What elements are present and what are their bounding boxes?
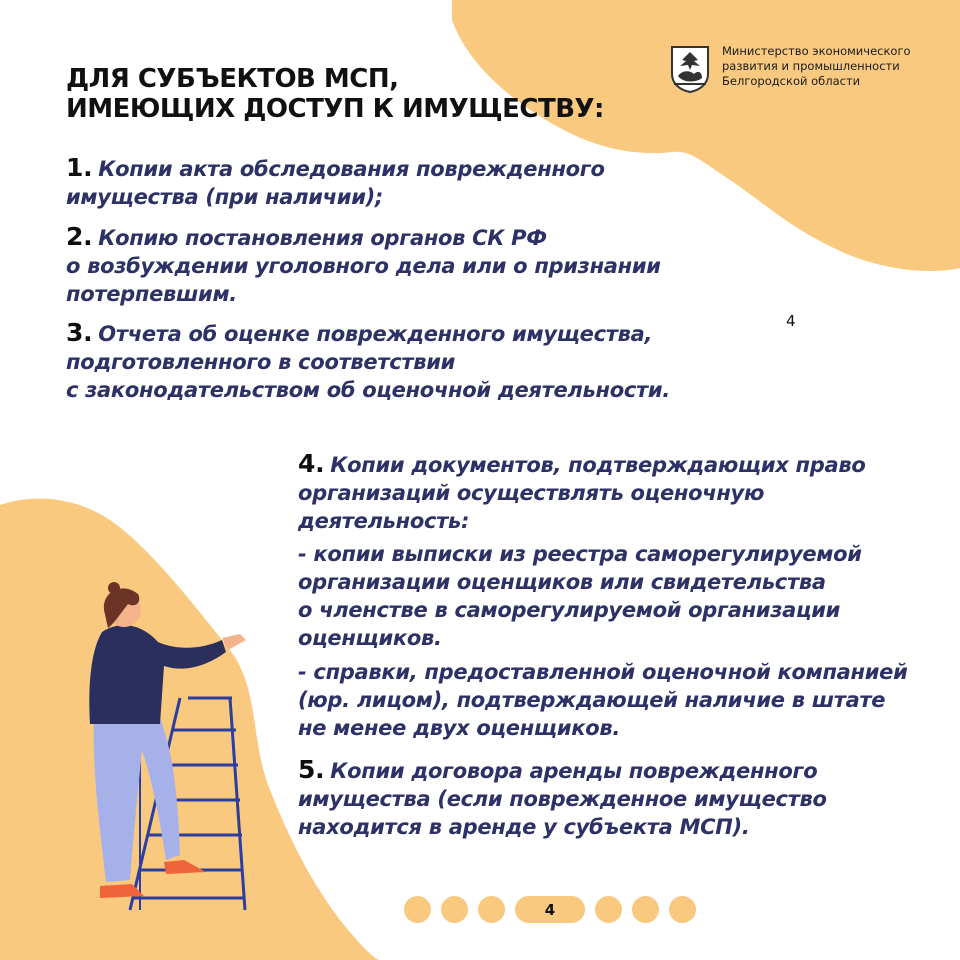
list-item-4 bbox=[298, 450, 865, 535]
item-text-line: Отчета об оценке поврежденного имущества, bbox=[98, 322, 653, 346]
item-number: 5. bbox=[298, 755, 325, 784]
list-item-2 bbox=[66, 223, 661, 308]
list-item-3 bbox=[66, 319, 670, 404]
pagination-dot[interactable] bbox=[595, 896, 622, 923]
item-text-line: деятельность: bbox=[298, 509, 470, 533]
item-text-line: о членстве в саморегулируемой организации bbox=[298, 598, 841, 622]
item-text-line: о возбуждении уголовного дела или о признании bbox=[66, 254, 661, 278]
ministry-name bbox=[722, 44, 932, 89]
woman-on-ladder-illustration bbox=[80, 580, 280, 920]
list-item-5 bbox=[298, 756, 827, 841]
item-text-line: Копию постановления органов СК РФ bbox=[98, 226, 547, 250]
item-text-line: Копии акта обследования поврежденного bbox=[98, 157, 605, 181]
pagination-dot[interactable] bbox=[478, 896, 505, 923]
woman-shoe-right bbox=[164, 860, 206, 874]
pagination-dot[interactable] bbox=[632, 896, 659, 923]
ministry-logo bbox=[668, 44, 932, 94]
woman-legs bbox=[94, 718, 180, 882]
belgorod-emblem-icon bbox=[668, 44, 712, 94]
page-number-marker: 4 bbox=[786, 312, 796, 330]
item-text-line: имущества (при наличии); bbox=[66, 185, 383, 209]
list-subitem-registry bbox=[298, 540, 862, 652]
item-text-line: - копии выписки из реестра саморегулируемой bbox=[298, 542, 862, 566]
pagination-dot[interactable] bbox=[669, 896, 696, 923]
pagination-current[interactable]: 4 bbox=[515, 896, 585, 923]
page-title-line-1: ДЛЯ СУБЪЕКТОВ МСП, bbox=[66, 64, 399, 94]
page-title-line-2: ИМЕЮЩИХ ДОСТУП К ИМУЩЕСТВУ: bbox=[66, 94, 604, 124]
ministry-name-line-1: Министерство экономического bbox=[722, 44, 911, 58]
item-text-line: организаций осуществлять оценочную bbox=[298, 481, 765, 505]
item-text-line: имущества (если поврежденное имущество bbox=[298, 787, 827, 811]
ministry-name-line-2: развития и промышленности bbox=[722, 59, 900, 73]
item-text-line: (юр. лицом), подтверждающей наличие в штате bbox=[298, 688, 886, 712]
item-number: 1. bbox=[66, 153, 93, 182]
ministry-name-line-3: Белгородской области bbox=[722, 74, 861, 88]
item-text-line: оценщиков. bbox=[298, 626, 442, 650]
item-text-line: Копии документов, подтверждающих право bbox=[330, 453, 866, 477]
item-text-line: Копии договора аренды поврежденного bbox=[330, 759, 818, 783]
item-text-line: подготовленного в соответствии bbox=[66, 350, 456, 374]
item-number: 4. bbox=[298, 449, 325, 478]
woman-shoe-left bbox=[100, 884, 144, 898]
item-number: 3. bbox=[66, 318, 93, 347]
list-subitem-certificate bbox=[298, 658, 908, 742]
pagination bbox=[404, 896, 706, 923]
list-item-1 bbox=[66, 154, 605, 211]
pagination-dot[interactable] bbox=[404, 896, 431, 923]
item-number: 2. bbox=[66, 222, 93, 251]
page-title bbox=[66, 64, 604, 124]
woman-hair-bun bbox=[108, 582, 120, 594]
item-text-line: - справки, предоставленной оценочной компанией bbox=[298, 660, 908, 684]
item-text-line: находится в аренде у субъекта МСП). bbox=[298, 815, 750, 839]
pagination-dot[interactable] bbox=[441, 896, 468, 923]
item-text-line: с законодательством об оценочной деятельности. bbox=[66, 378, 670, 402]
item-text-line: не менее двух оценщиков. bbox=[298, 716, 620, 740]
item-text-line: организации оценщиков или свидетельства bbox=[298, 570, 826, 594]
woman-torso bbox=[89, 625, 226, 724]
woman-hand bbox=[222, 634, 246, 650]
item-text-line: потерпевшим. bbox=[66, 282, 237, 306]
